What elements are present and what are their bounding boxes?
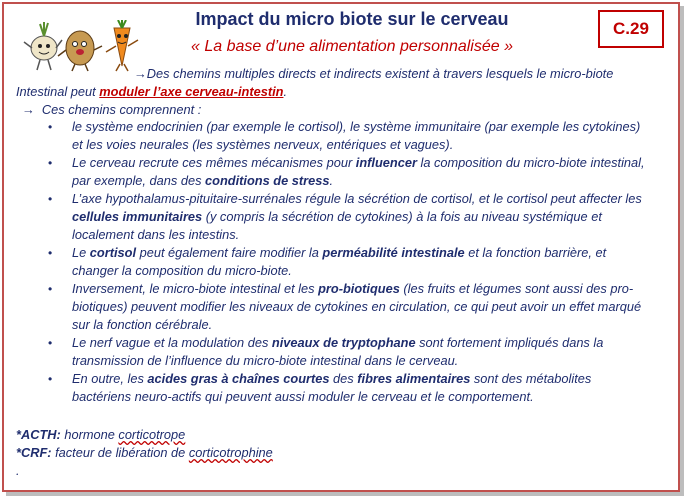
footnote-crf-text: facteur de libération de	[51, 445, 189, 460]
bullet-text: sont fortement impliqués dans la transmission de l’influence du micro-biote intestinal dans le cerveau.	[72, 335, 604, 368]
bullet-item	[48, 154, 652, 190]
bullet-keyword: perméabilité intestinale	[322, 245, 465, 260]
bullet-item	[48, 334, 652, 370]
bullet-text: (les fruits et légumes sont aussi des pro-biotiques) peuvent modifier les niveaux de cytokines en circulation, ce qui peut avoir un effet marqué sur la fonction cérébrale.	[72, 281, 642, 332]
intro-line-3	[22, 101, 201, 119]
footnote-dot: .	[16, 463, 20, 478]
footnote-acth	[16, 426, 185, 444]
footnote-crf	[16, 444, 273, 462]
bullet-item	[48, 280, 652, 334]
bullet-text: Le	[72, 245, 90, 260]
bullet-text: le système endocrinien (par exemple le cortisol), le système immunitaire (par exemple les cytokines) et les voies neurales (les systèmes nerveux, entériques et vagues).	[72, 119, 641, 152]
footnote-crf-word: corticotrophine	[188, 445, 273, 460]
bullet-item	[48, 118, 652, 154]
bullet-text: la composition du micro-biote intestinal, par exemple, dans des	[72, 155, 645, 188]
bullet-text: des	[329, 371, 358, 386]
intro-text-3: Ces chemins comprennent :	[41, 102, 202, 117]
bullet-icon: •	[48, 120, 53, 134]
bullet-keyword: cellules immunitaires	[72, 209, 203, 224]
footnote-acth-text: hormone	[60, 427, 119, 442]
footnote-acth-key: *ACTH:	[16, 427, 61, 442]
bullet-text: sont des métabolites bactériens neuro-actifs qui peuvent aussi moduler le cerveau et le comportement.	[72, 371, 592, 404]
intro-text-1: Des chemins multiples directs et indirects existent à travers lesquels le micro-biote	[146, 66, 614, 81]
page-subtitle: « La base d’une alimentation personnalisée »	[190, 38, 513, 55]
page-title: Impact du micro biote sur le cerveau	[195, 9, 509, 29]
bullet-keyword: influencer	[355, 155, 417, 170]
bullet-keyword: niveaux de tryptophane	[271, 335, 416, 350]
bullet-keyword: pro-biotiques	[318, 281, 400, 296]
slide-code-badge: C.29	[598, 10, 664, 48]
bullet-keyword: fibres alimentaires	[357, 371, 471, 386]
bullet-item	[48, 190, 652, 244]
bullet-item	[48, 370, 652, 406]
bullet-text: En outre, les	[72, 371, 148, 386]
footnote-crf-key: *CRF:	[16, 445, 52, 460]
bullet-text: .	[329, 173, 334, 188]
bullet-text: Le cerveau recrute ces mêmes mécanismes pour	[72, 155, 356, 170]
bullet-text: peut également faire modifier la	[136, 245, 323, 260]
bullet-text: Inversement, le micro-biote intestinal et les	[72, 281, 319, 296]
bullet-icon: •	[48, 336, 53, 350]
bullet-icon: •	[48, 192, 53, 206]
bullet-icon: •	[48, 372, 53, 386]
bullet-keyword: cortisol	[89, 245, 137, 260]
intro-line-1	[134, 65, 613, 83]
footnote-acth-word: corticotrope	[118, 427, 186, 442]
highlight-axis: moduler l’axe cerveau-intestin	[99, 84, 284, 99]
bullet-text: (y compris la sécrétion de cytokines) à la fois au niveau systémique et localement dans les intestins.	[72, 209, 602, 242]
intro-text-2c: .	[283, 84, 288, 99]
bullet-icon: •	[48, 156, 53, 170]
intro-text-2a: Intestinal peut	[16, 84, 100, 99]
bullet-icon: •	[48, 246, 53, 260]
arrow-icon: →	[22, 102, 35, 117]
intro-line-2	[16, 83, 287, 101]
bullet-text: L’axe hypothalamus-pituitaire-surrénales régule la sécrétion de cortisol, et le cortisol peut affecter les	[72, 191, 642, 206]
bullet-text: et la fonction barrière, et changer la composition du micro-biote.	[72, 245, 607, 278]
bullet-keyword: conditions de stress	[205, 173, 330, 188]
bullet-list	[48, 118, 652, 406]
bullet-icon: •	[48, 282, 53, 296]
arrow-icon: →	[134, 66, 147, 81]
bullet-item	[48, 244, 652, 280]
bullet-text: Le nerf vague et la modulation des	[72, 335, 272, 350]
bullet-keyword: acides gras à chaînes courtes	[147, 371, 330, 386]
